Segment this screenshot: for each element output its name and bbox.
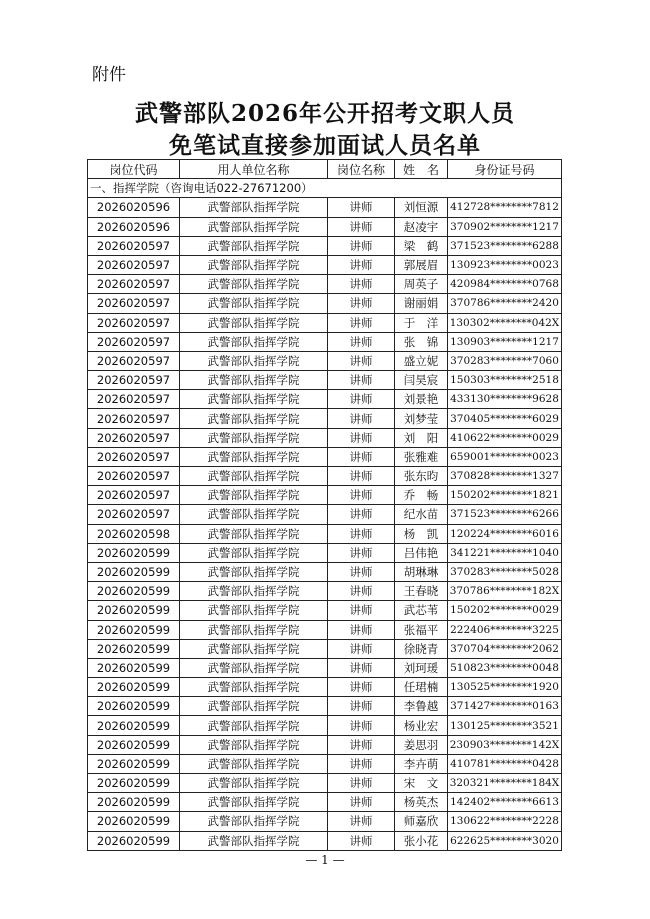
cell-employer: 武警部队指挥学院 — [180, 543, 328, 562]
cell-name: 杨业宏 — [395, 716, 448, 735]
header-post-name: 岗位名称 — [328, 160, 395, 179]
cell-post-name: 讲师 — [328, 447, 395, 466]
cell-name: 于 洋 — [395, 313, 448, 332]
cell-name: 张 锦 — [395, 332, 448, 351]
cell-post-name: 讲师 — [328, 793, 395, 812]
cell-post-code: 2026020596 — [88, 198, 180, 217]
cell-post-name: 讲师 — [328, 313, 395, 332]
cell-post-code: 2026020599 — [88, 543, 180, 562]
cell-post-code: 2026020599 — [88, 678, 180, 697]
cell-post-code: 2026020597 — [88, 486, 180, 505]
cell-post-code: 2026020597 — [88, 409, 180, 428]
cell-name: 师嘉欣 — [395, 812, 448, 831]
cell-id-number: 370405********6029 — [448, 409, 562, 428]
cell-name: 任珺楠 — [395, 678, 448, 697]
cell-name: 刘梦莹 — [395, 409, 448, 428]
cell-post-code: 2026020597 — [88, 236, 180, 255]
cell-employer: 武警部队指挥学院 — [180, 716, 328, 735]
cell-id-number: 341221********1040 — [448, 543, 562, 562]
cell-name: 刘 阳 — [395, 428, 448, 447]
cell-id-number: 370283********5028 — [448, 562, 562, 581]
cell-employer: 武警部队指挥学院 — [180, 697, 328, 716]
cell-employer: 武警部队指挥学院 — [180, 620, 328, 639]
cell-id-number: 370786********2420 — [448, 294, 562, 313]
table-row — [88, 275, 562, 294]
cell-id-number: 371427********0163 — [448, 697, 562, 716]
cell-post-code: 2026020599 — [88, 735, 180, 754]
cell-post-name: 讲师 — [328, 351, 395, 370]
cell-name: 刘景艳 — [395, 390, 448, 409]
cell-post-code: 2026020596 — [88, 217, 180, 236]
cell-id-number: 410781********0428 — [448, 754, 562, 773]
cell-post-name: 讲师 — [328, 774, 395, 793]
cell-post-name: 讲师 — [328, 390, 395, 409]
cell-post-name: 讲师 — [328, 831, 395, 850]
cell-name: 张小花 — [395, 831, 448, 850]
table-row — [88, 313, 562, 332]
cell-employer: 武警部队指挥学院 — [180, 236, 328, 255]
cell-post-name: 讲师 — [328, 236, 395, 255]
cell-employer: 武警部队指挥学院 — [180, 390, 328, 409]
cell-post-name: 讲师 — [328, 639, 395, 658]
document-title: 武警部队2026年公开招考文职人员 — [134, 100, 515, 127]
cell-name: 李卉萌 — [395, 754, 448, 773]
cell-post-name: 讲师 — [328, 198, 395, 217]
table-row — [88, 582, 562, 601]
candidate-table — [87, 159, 562, 851]
cell-name: 王春晓 — [395, 582, 448, 601]
cell-id-number: 150303********2518 — [448, 371, 562, 390]
header-name: 姓 名 — [395, 160, 448, 179]
cell-post-name: 讲师 — [328, 486, 395, 505]
cell-id-number: 130302********042X — [448, 313, 562, 332]
cell-employer: 武警部队指挥学院 — [180, 409, 328, 428]
header-id-number: 身份证号码 — [448, 160, 562, 179]
attachment-label: 附件 — [92, 65, 126, 85]
cell-post-code: 2026020597 — [88, 332, 180, 351]
cell-name: 郭展眉 — [395, 255, 448, 274]
table-row — [88, 754, 562, 773]
cell-name: 张东昀 — [395, 467, 448, 486]
cell-post-code: 2026020599 — [88, 831, 180, 850]
cell-id-number: 130525********1920 — [448, 678, 562, 697]
table-row — [88, 428, 562, 447]
cell-id-number: 433130********9628 — [448, 390, 562, 409]
cell-id-number: 230903********142X — [448, 735, 562, 754]
table-row — [88, 217, 562, 236]
cell-id-number: 320321********184X — [448, 774, 562, 793]
cell-name: 张雅难 — [395, 447, 448, 466]
cell-post-name: 讲师 — [328, 467, 395, 486]
cell-post-code: 2026020599 — [88, 582, 180, 601]
cell-employer: 武警部队指挥学院 — [180, 774, 328, 793]
section-label: 一、指挥学院（咨询电话022-27671200） — [88, 179, 562, 198]
table-row — [88, 351, 562, 370]
page-number: — 1 — — [305, 853, 345, 867]
table-row — [88, 467, 562, 486]
cell-post-code: 2026020597 — [88, 505, 180, 524]
cell-name: 梁 鹤 — [395, 236, 448, 255]
cell-employer: 武警部队指挥学院 — [180, 294, 328, 313]
cell-id-number: 150202********1821 — [448, 486, 562, 505]
cell-name: 闫昊宸 — [395, 371, 448, 390]
cell-name: 赵凌宇 — [395, 217, 448, 236]
cell-post-name: 讲师 — [328, 601, 395, 620]
cell-id-number: 659001********0023 — [448, 447, 562, 466]
table-row — [88, 543, 562, 562]
cell-id-number: 370704********2062 — [448, 639, 562, 658]
cell-post-name: 讲师 — [328, 275, 395, 294]
header-post-code: 岗位代码 — [88, 160, 180, 179]
cell-post-name: 讲师 — [328, 217, 395, 236]
cell-post-name: 讲师 — [328, 371, 395, 390]
cell-post-code: 2026020597 — [88, 275, 180, 294]
table-row — [88, 620, 562, 639]
cell-post-name: 讲师 — [328, 332, 395, 351]
cell-post-code: 2026020597 — [88, 255, 180, 274]
cell-employer: 武警部队指挥学院 — [180, 467, 328, 486]
cell-post-name: 讲师 — [328, 754, 395, 773]
cell-id-number: 150202********0029 — [448, 601, 562, 620]
cell-id-number: 371523********6288 — [448, 236, 562, 255]
table-row — [88, 236, 562, 255]
cell-name: 杨 凯 — [395, 524, 448, 543]
cell-post-code: 2026020599 — [88, 774, 180, 793]
cell-post-code: 2026020599 — [88, 716, 180, 735]
cell-post-code: 2026020599 — [88, 658, 180, 677]
cell-name: 李鲁越 — [395, 697, 448, 716]
cell-post-name: 讲师 — [328, 697, 395, 716]
table-row — [88, 447, 562, 466]
table-row — [88, 812, 562, 831]
table-row — [88, 332, 562, 351]
cell-post-name: 讲师 — [328, 562, 395, 581]
cell-name: 周英子 — [395, 275, 448, 294]
cell-id-number: 130923********0023 — [448, 255, 562, 274]
cell-id-number: 510823********0048 — [448, 658, 562, 677]
cell-post-code: 2026020599 — [88, 754, 180, 773]
cell-employer: 武警部队指挥学院 — [180, 332, 328, 351]
cell-employer: 武警部队指挥学院 — [180, 754, 328, 773]
table-row — [88, 524, 562, 543]
cell-id-number: 622625********3020 — [448, 831, 562, 850]
table-row — [88, 198, 562, 217]
cell-post-name: 讲师 — [328, 582, 395, 601]
cell-employer: 武警部队指挥学院 — [180, 735, 328, 754]
table-row — [88, 793, 562, 812]
cell-name: 胡琳琳 — [395, 562, 448, 581]
cell-name: 刘恒源 — [395, 198, 448, 217]
cell-post-code: 2026020597 — [88, 467, 180, 486]
cell-employer: 武警部队指挥学院 — [180, 639, 328, 658]
table-row — [88, 390, 562, 409]
cell-id-number: 370786********182X — [448, 582, 562, 601]
cell-employer: 武警部队指挥学院 — [180, 678, 328, 697]
document-subtitle: 免笔试直接参加面试人员名单 — [169, 132, 481, 159]
cell-post-code: 2026020597 — [88, 351, 180, 370]
cell-post-name: 讲师 — [328, 735, 395, 754]
cell-post-code: 2026020597 — [88, 447, 180, 466]
cell-id-number: 370902********1217 — [448, 217, 562, 236]
cell-employer: 武警部队指挥学院 — [180, 505, 328, 524]
table-row — [88, 371, 562, 390]
cell-employer: 武警部队指挥学院 — [180, 198, 328, 217]
section-row — [88, 179, 562, 198]
cell-post-code: 2026020597 — [88, 313, 180, 332]
table-row — [88, 409, 562, 428]
cell-employer: 武警部队指挥学院 — [180, 601, 328, 620]
cell-post-code: 2026020599 — [88, 601, 180, 620]
header-employer: 用人单位名称 — [180, 160, 328, 179]
cell-name: 武芯苇 — [395, 601, 448, 620]
cell-post-code: 2026020597 — [88, 294, 180, 313]
cell-employer: 武警部队指挥学院 — [180, 275, 328, 294]
cell-employer: 武警部队指挥学院 — [180, 351, 328, 370]
cell-name: 谢丽娟 — [395, 294, 448, 313]
cell-id-number: 412728********7812 — [448, 198, 562, 217]
table-row — [88, 735, 562, 754]
cell-post-code: 2026020599 — [88, 812, 180, 831]
cell-employer: 武警部队指挥学院 — [180, 524, 328, 543]
cell-post-name: 讲师 — [328, 678, 395, 697]
cell-name: 纪水苗 — [395, 505, 448, 524]
cell-name: 杨英杰 — [395, 793, 448, 812]
cell-id-number: 410622********0029 — [448, 428, 562, 447]
cell-post-name: 讲师 — [328, 543, 395, 562]
cell-post-code: 2026020597 — [88, 371, 180, 390]
table-row — [88, 294, 562, 313]
table-row — [88, 697, 562, 716]
table-row — [88, 639, 562, 658]
cell-id-number: 142402********6613 — [448, 793, 562, 812]
table-row — [88, 678, 562, 697]
cell-id-number: 130125********3521 — [448, 716, 562, 735]
cell-employer: 武警部队指挥学院 — [180, 486, 328, 505]
table-row — [88, 831, 562, 850]
cell-employer: 武警部队指挥学院 — [180, 217, 328, 236]
cell-post-name: 讲师 — [328, 716, 395, 735]
cell-post-name: 讲师 — [328, 255, 395, 274]
cell-name: 乔 畅 — [395, 486, 448, 505]
cell-employer: 武警部队指挥学院 — [180, 313, 328, 332]
cell-post-name: 讲师 — [328, 294, 395, 313]
cell-employer: 武警部队指挥学院 — [180, 793, 328, 812]
cell-employer: 武警部队指挥学院 — [180, 562, 328, 581]
cell-post-code: 2026020597 — [88, 428, 180, 447]
cell-id-number: 120224********6016 — [448, 524, 562, 543]
table-row — [88, 486, 562, 505]
cell-employer: 武警部队指挥学院 — [180, 658, 328, 677]
cell-employer: 武警部队指挥学院 — [180, 812, 328, 831]
table-row — [88, 658, 562, 677]
cell-name: 宋 文 — [395, 774, 448, 793]
cell-employer: 武警部队指挥学院 — [180, 428, 328, 447]
cell-employer: 武警部队指挥学院 — [180, 371, 328, 390]
cell-post-name: 讲师 — [328, 409, 395, 428]
cell-name: 盛立妮 — [395, 351, 448, 370]
table-row — [88, 562, 562, 581]
table-row — [88, 716, 562, 735]
cell-post-name: 讲师 — [328, 524, 395, 543]
cell-id-number: 130622********2228 — [448, 812, 562, 831]
cell-id-number: 370828********1327 — [448, 467, 562, 486]
cell-post-name: 讲师 — [328, 428, 395, 447]
table-header-row — [88, 160, 562, 179]
table-row — [88, 255, 562, 274]
cell-employer: 武警部队指挥学院 — [180, 831, 328, 850]
cell-post-name: 讲师 — [328, 505, 395, 524]
cell-post-name: 讲师 — [328, 812, 395, 831]
cell-id-number: 222406********3225 — [448, 620, 562, 639]
cell-name: 姜思羽 — [395, 735, 448, 754]
cell-post-code: 2026020599 — [88, 639, 180, 658]
table-row — [88, 774, 562, 793]
cell-post-code: 2026020599 — [88, 793, 180, 812]
cell-id-number: 370283********7060 — [448, 351, 562, 370]
cell-name: 吕伟艳 — [395, 543, 448, 562]
cell-post-code: 2026020599 — [88, 562, 180, 581]
cell-post-name: 讲师 — [328, 658, 395, 677]
cell-id-number: 130903********1217 — [448, 332, 562, 351]
cell-employer: 武警部队指挥学院 — [180, 582, 328, 601]
cell-post-name: 讲师 — [328, 620, 395, 639]
cell-employer: 武警部队指挥学院 — [180, 447, 328, 466]
cell-id-number: 371523********6266 — [448, 505, 562, 524]
cell-post-code: 2026020599 — [88, 620, 180, 639]
cell-post-code: 2026020598 — [88, 524, 180, 543]
cell-name: 张福平 — [395, 620, 448, 639]
cell-name: 徐晓青 — [395, 639, 448, 658]
table-row — [88, 601, 562, 620]
cell-employer: 武警部队指挥学院 — [180, 255, 328, 274]
cell-post-code: 2026020597 — [88, 390, 180, 409]
table-row — [88, 505, 562, 524]
cell-name: 刘珂瑗 — [395, 658, 448, 677]
cell-id-number: 420984********0768 — [448, 275, 562, 294]
cell-post-code: 2026020599 — [88, 697, 180, 716]
